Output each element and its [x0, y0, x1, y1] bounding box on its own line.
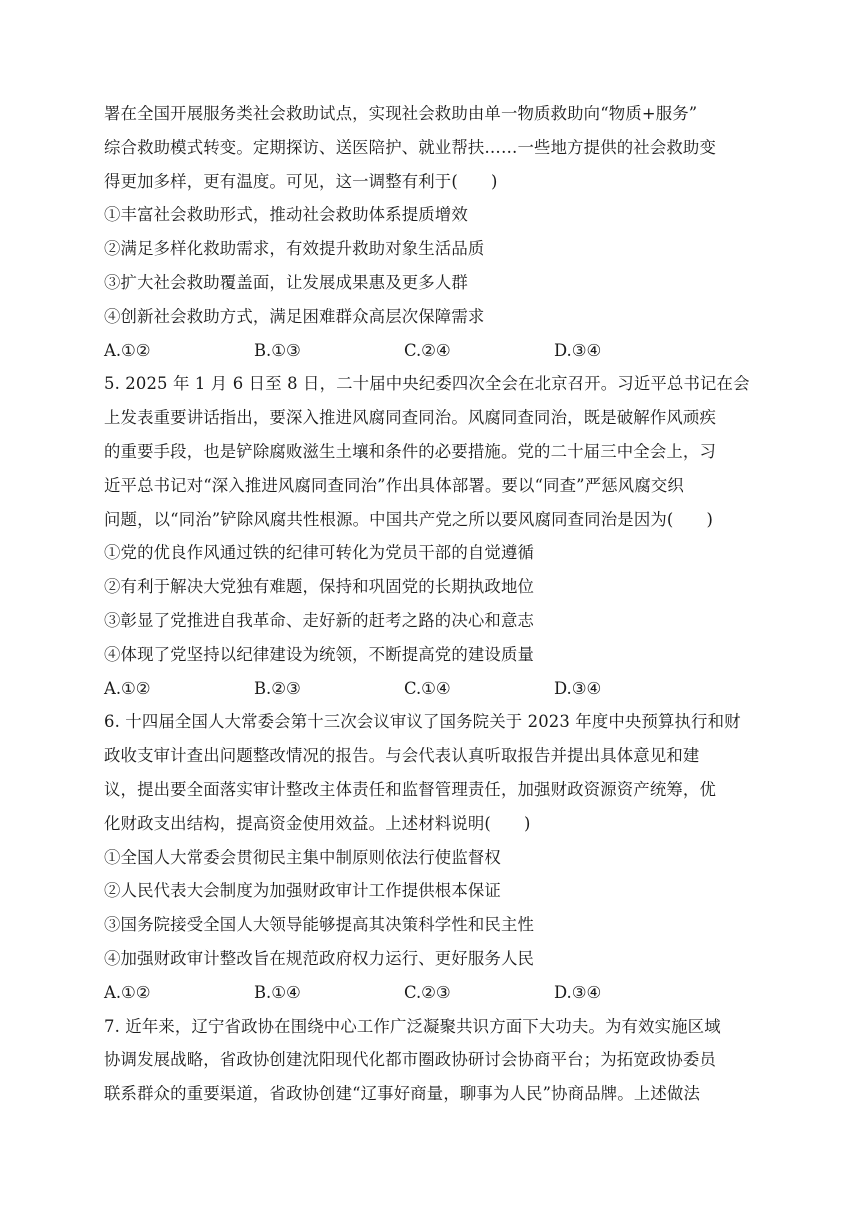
option-d[interactable]: D.③④: [554, 340, 602, 360]
question-7-stem-line: 7. 近年来，辽宁省政协在围绕中心工作广泛凝聚共识方面下大功夫。为有效实施区域: [104, 1016, 721, 1036]
question-7-stem-line: 协调发展战略，省政协创建沈阳现代化都市圈政协研讨会协商平台；为拓宽政协委员: [104, 1050, 717, 1070]
question-6-options: [104, 976, 764, 1010]
option-b[interactable]: B.①③: [254, 340, 301, 360]
question-5-item-2: ②有利于解决大党独有难题，保持和巩固党的长期执政地位: [104, 577, 535, 597]
option-a[interactable]: A.①②: [104, 340, 151, 360]
question-5-item-3: ③彰显了党推进自我革命、走好新的赶考之路的决心和意志: [104, 610, 535, 630]
question-6-stem-line: 议，提出要全面落实审计整改主体责任和监督管理责任，加强财政资源资产统筹，优: [104, 779, 717, 799]
question-7-stem-line: 联系群众的重要渠道，省政协创建“辽事好商量，聊事为人民”协商品牌。上述做法: [104, 1084, 700, 1104]
question-6-item-2: ②人民代表大会制度为加强财政审计工作提供根本保证: [104, 881, 501, 901]
question-6-item-4: ④加强财政审计整改旨在规范政府权力运行、更好服务人民: [104, 948, 535, 968]
question-6-item-1: ①全国人大常委会贯彻民主集中制原则依法行使监督权: [104, 847, 501, 867]
question-5-item-1: ①党的优良作风通过铁的纪律可转化为党员干部的自觉遵循: [104, 543, 535, 563]
question-4-stem-line: 署在全国开展服务类社会救助试点，实现社会救助由单一物质救助向“物质+服务”: [104, 104, 698, 123]
question-5-stem-line: 上发表重要讲话指出，要深入推进风腐同查同治。风腐同查同治，既是破解作风顽疾: [104, 408, 717, 428]
question-6-stem-line: 政收支审计查出问题整改情况的报告。与会代表认真听取报告并提出具体意见和建: [104, 746, 700, 766]
question-6-item-3: ③国务院接受全国人大领导能够提高其决策科学性和民主性: [104, 915, 535, 935]
question-7: [104, 1010, 764, 1111]
question-4-item-2: ②满足多样化救助需求，有效提升救助对象生活品质: [104, 239, 485, 259]
question-5: [104, 367, 764, 705]
question-4-item-1: ①丰富社会救助形式，推动社会救助体系提质增效: [104, 205, 468, 225]
question-4-item-3: ③扩大社会救助覆盖面，让发展成果惠及更多人群: [104, 272, 468, 292]
question-4-options: [104, 334, 764, 368]
option-c[interactable]: C.①④: [404, 678, 451, 698]
question-6-stem-line: 化财政支出结构，提高资金使用效益。上述材料说明( ): [104, 813, 531, 833]
option-c[interactable]: C.②③: [404, 982, 451, 1002]
question-5-stem-line: 的重要手段，也是铲除腐败滋生土壤和条件的必要措施。党的二十届三中全会上，习: [104, 441, 717, 461]
question-4: [104, 97, 764, 367]
option-d[interactable]: D.③④: [554, 678, 602, 698]
option-b[interactable]: B.②③: [254, 678, 301, 698]
option-b[interactable]: B.①④: [254, 982, 301, 1002]
question-content: [104, 97, 764, 1111]
question-6-stem-line: 6. 十四届全国人大常委会第十三次会议审议了国务院关于 2023 年度中央预算执行和财: [104, 712, 741, 732]
option-d[interactable]: D.③④: [554, 982, 602, 1002]
question-4-stem-line: 综合救助模式转变。定期探访、送医陪护、就业帮扶……一些地方提供的社会救助变: [104, 137, 717, 157]
question-4-stem-line: 得更加多样，更有温度。可见，这一调整有利于( ): [104, 171, 498, 191]
question-5-stem-line: 问题，以“同治”铲除风腐共性根源。中国共产党之所以要风腐同查同治是因为( ): [104, 509, 714, 529]
option-a[interactable]: A.①②: [104, 678, 151, 698]
option-c[interactable]: C.②④: [404, 340, 451, 360]
question-5-stem-line: 近平总书记对“深入推进风腐同查同治”作出具体部署。要以“同查”严惩风腐交织: [104, 475, 684, 495]
question-5-item-4: ④体现了党坚持以纪律建设为统领，不断提高党的建设质量: [104, 644, 535, 664]
question-5-stem-line: 5. 2025 年 1 月 6 日至 8 日，二十届中央纪委四次全会在北京召开。习近平总书记在会: [104, 374, 750, 394]
option-a[interactable]: A.①②: [104, 982, 151, 1002]
question-6: [104, 705, 764, 1009]
question-5-options: [104, 672, 764, 706]
question-4-item-4: ④创新社会救助方式，满足困难群众高层次保障需求: [104, 306, 485, 326]
